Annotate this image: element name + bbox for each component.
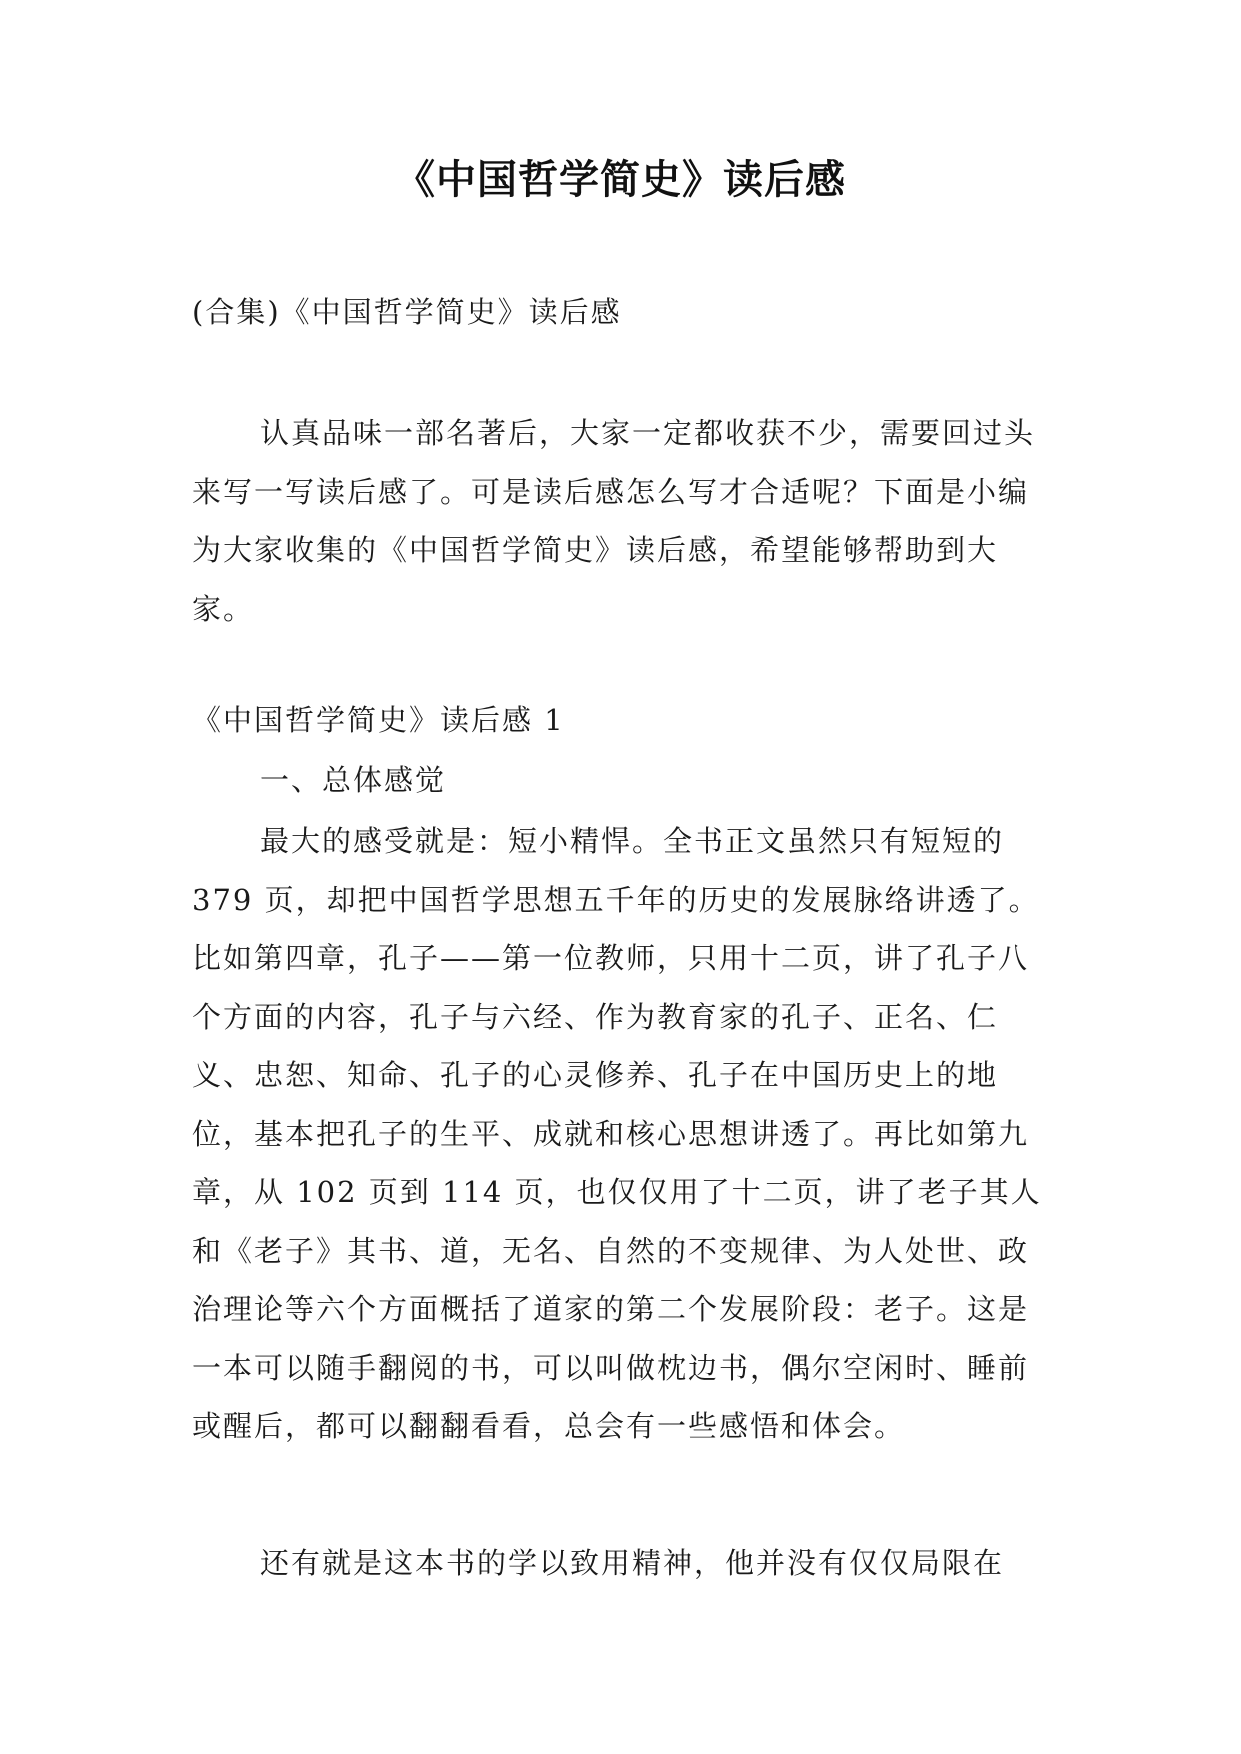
- intro-paragraph: 认真品味一部名著后，大家一定都收获不少，需要回过头来写一写读后感了。可是读后感怎么写才合适呢？下面是小编为大家收集的《中国哲学简史》读后感，希望能够帮助到大家。: [192, 416, 1036, 626]
- body-paragraph-2: 还有就是这本书的学以致用精神，他并没有仅仅局限在: [260, 1546, 1005, 1580]
- document-subtitle: (合集)《中国哲学简史》读后感: [192, 295, 622, 329]
- essay-heading: 《中国哲学简史》读后感 1: [192, 703, 565, 737]
- section-heading: 一、总体感觉: [260, 763, 447, 797]
- body-paragraph-1: 最大的感受就是：短小精悍。全书正文虽然只有短短的 379 页，却把中国哲学思想五千年的历史的发展脉络讲透了。比如第四章，孔子——第一位教师，只用十二页，讲了孔子八个方面的内容，孔子与六经、作为教育家的孔子、正名、仁义、忠恕、知命、孔子的心灵修养、孔子在中国历史上的地位，基本把孔子的生平、成就和核心思想讲透了。再比如第九章，从 102 页到 114 页，也仅仅用了十二页，讲了老子其人和《老子》其书、道，无名、自然的不变规律、为人处世、政治理论等六个方面概括了道家的第二个发展阶段：老子。这是一本可以随手翻阅的书，可以叫做枕边书，偶尔空闲时、睡前或醒后，都可以翻翻看看，总会有一些感悟和体会。: [192, 824, 1042, 1443]
- document-title: 《中国哲学简史》读后感: [395, 157, 846, 203]
